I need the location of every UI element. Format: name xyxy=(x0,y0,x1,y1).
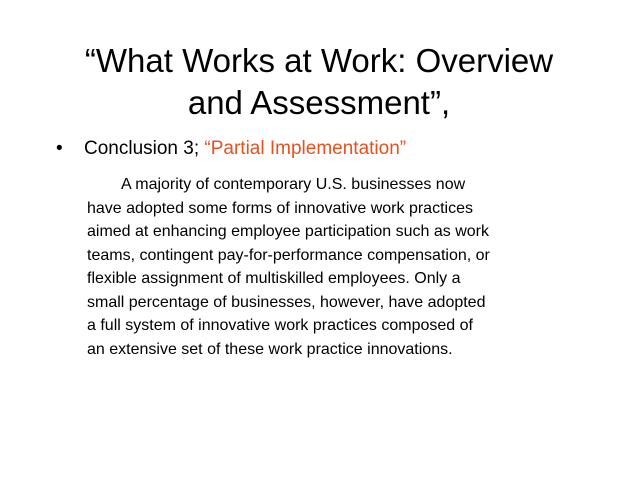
slide-title xyxy=(40,40,598,124)
body-paragraph xyxy=(87,173,587,361)
body-line: A majority of contemporary U.S. businesses now xyxy=(121,176,466,193)
bullet-highlight: “Partial Implementation” xyxy=(204,138,407,159)
slide-title-line-1: “What Works at Work: Overview xyxy=(84,42,554,79)
slide-title-line-2: and Assessment”, xyxy=(187,84,451,121)
body-line: aimed at enhancing employee participation such as work xyxy=(87,223,490,240)
body-line: teams, contingent pay-for-performance compensation, or xyxy=(87,246,490,264)
body-line: have adopted some forms of innovative work practices xyxy=(87,199,473,217)
body-line: an extensive set of these work practice innovations. xyxy=(87,340,453,358)
body-line: small percentage of businesses, however, have adopted xyxy=(87,293,486,311)
bullet-marker: • xyxy=(56,138,63,159)
body-line: flexible assignment of multiskilled employees. Only a xyxy=(87,270,461,287)
body-line: a full system of innovative work practices composed of xyxy=(87,317,473,334)
bullet-prefix: Conclusion 3; xyxy=(84,138,200,159)
bullet-item xyxy=(56,136,406,162)
